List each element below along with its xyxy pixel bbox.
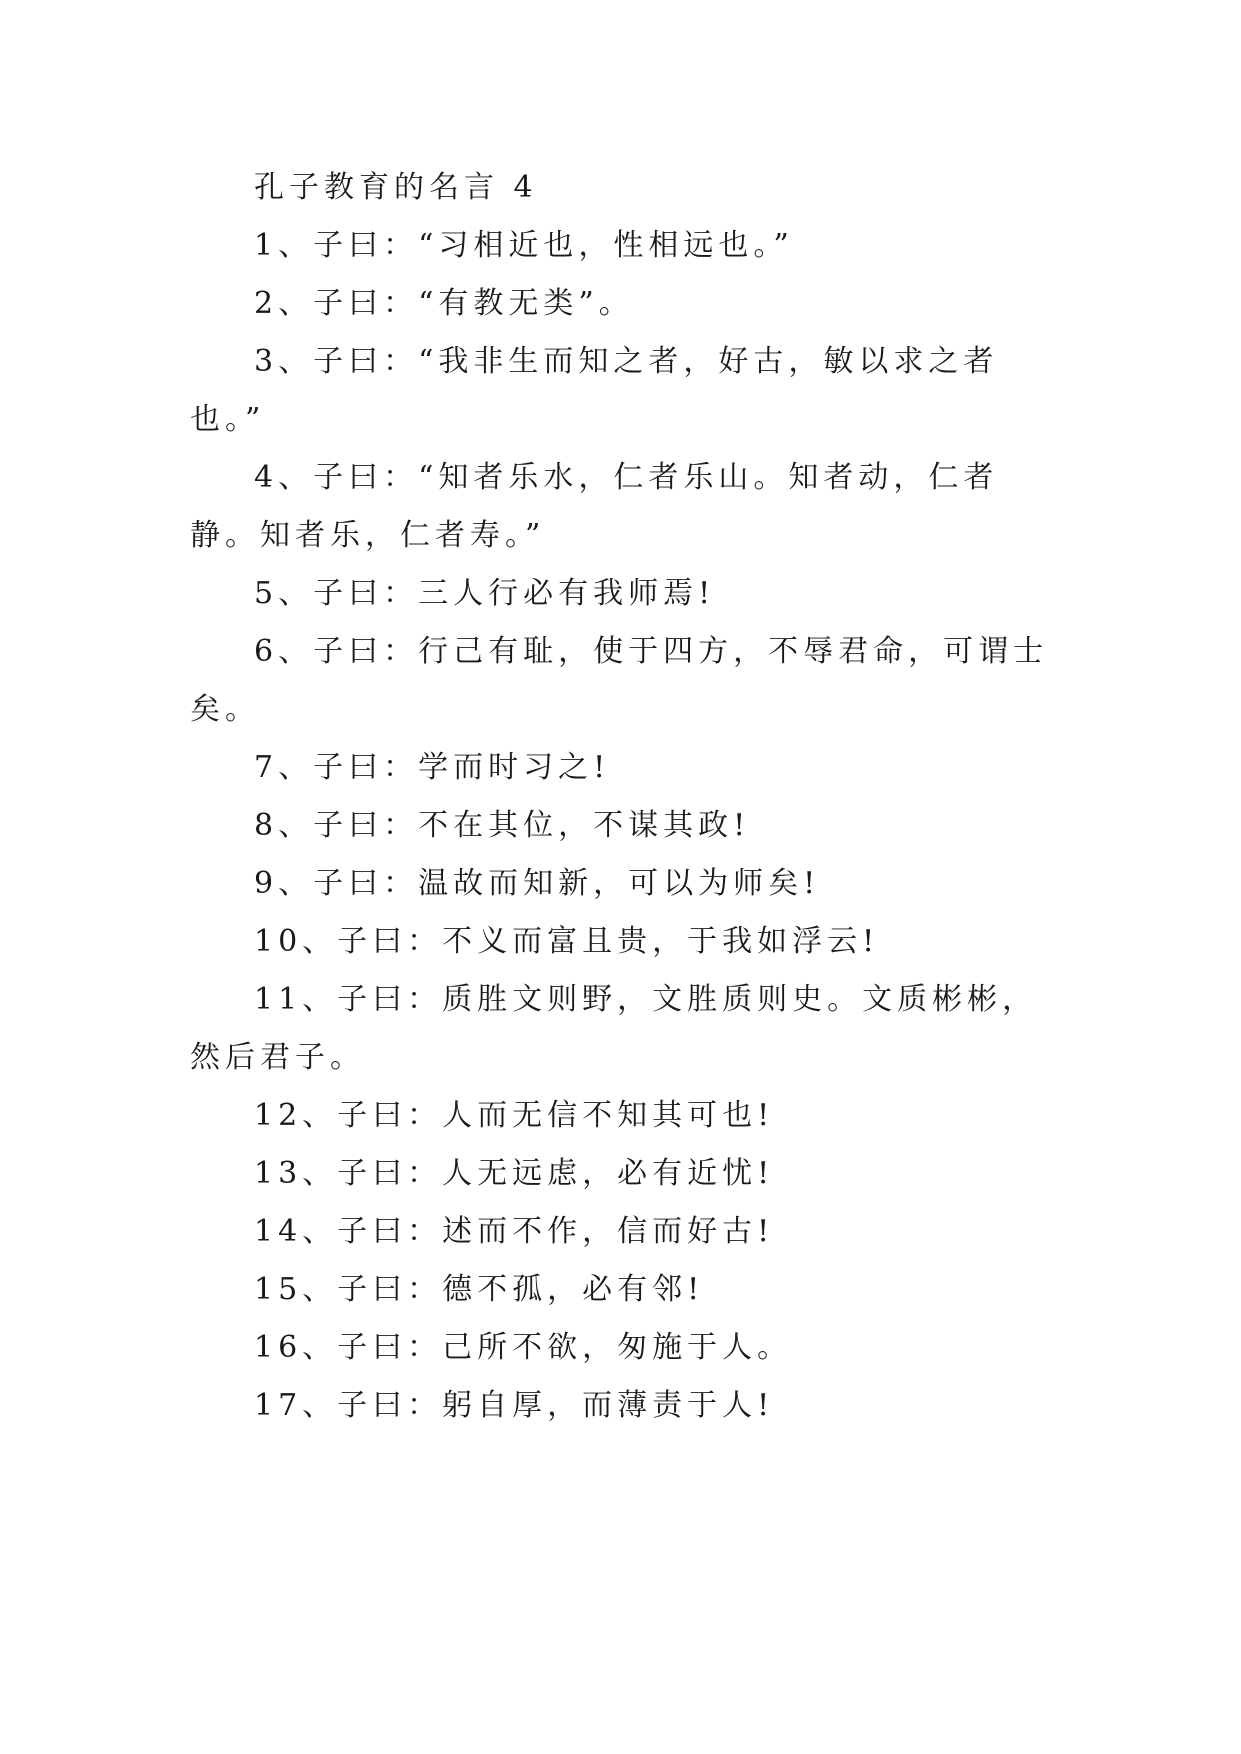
quote-10: 10、子曰：不义而富且贵，于我如浮云! bbox=[254, 924, 880, 959]
quote-8: 8、子曰：不在其位，不谋其政! bbox=[254, 808, 751, 843]
quote-16: 16、子曰：己所不欲，匆施于人。 bbox=[254, 1330, 793, 1365]
quote-13: 13、子曰：人无远虑，必有近忧! bbox=[254, 1156, 775, 1191]
quote-2: 2、子曰：“有教无类”。 bbox=[254, 286, 634, 321]
quote-15: 15、子曰：德不孤，必有邻! bbox=[254, 1272, 705, 1307]
quote-3: 3、子曰：“我非生而知之者，好古，敏以求之者也。” bbox=[190, 344, 999, 437]
quote-6: 6、子曰：行己有耻，使于四方，不辱君命，可谓士矣。 bbox=[190, 634, 1049, 727]
quote-17: 17、子曰：躬自厚，而薄责于人! bbox=[254, 1388, 775, 1423]
quote-5: 5、子曰：三人行必有我师焉! bbox=[254, 576, 716, 611]
document-title: 孔子教育的名言 4 bbox=[254, 170, 538, 205]
quote-4: 4、子曰：“知者乐水，仁者乐山。知者动，仁者静。知者乐，仁者寿。” bbox=[190, 460, 999, 553]
document-page bbox=[190, 159, 1050, 1435]
quote-11: 11、子曰：质胜文则野，文胜质则史。文质彬彬，然后君子。 bbox=[190, 982, 1038, 1075]
quote-14: 14、子曰：述而不作，信而好古! bbox=[254, 1214, 775, 1249]
quote-1: 1、子曰：“习相近也，性相远也。” bbox=[254, 228, 794, 263]
quote-9: 9、子曰：温故而知新，可以为师矣! bbox=[254, 866, 821, 901]
quote-12: 12、子曰：人而无信不知其可也! bbox=[254, 1098, 775, 1133]
quote-7: 7、子曰：学而时习之! bbox=[254, 750, 611, 785]
